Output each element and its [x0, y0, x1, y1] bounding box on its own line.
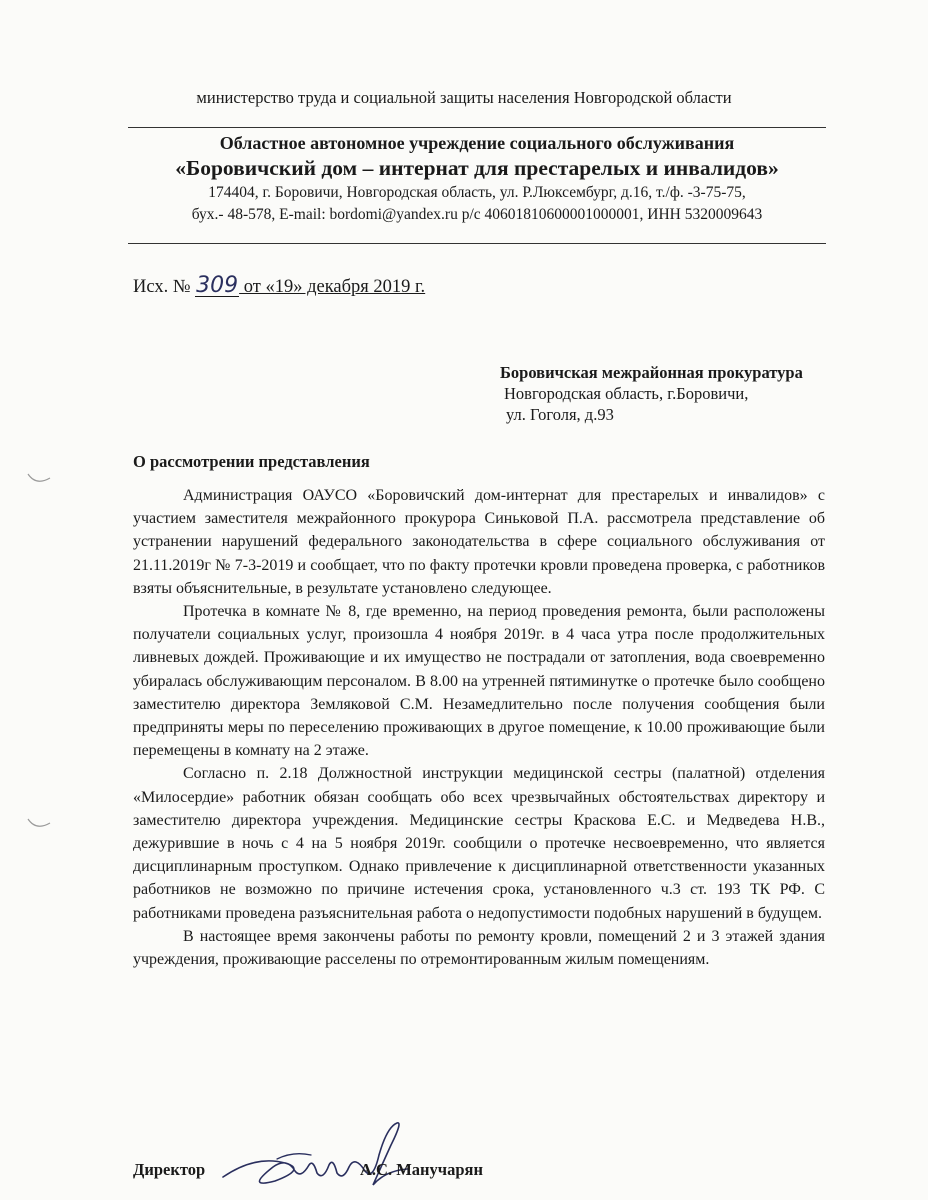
outgoing-date: от «19» декабря 2019 г.	[239, 277, 426, 297]
signatory-name: А.С. Манучарян	[360, 1160, 483, 1179]
organization-address: 174404, г. Боровичи, Новгородская область, ул. Р.Люксембург, д.16, т./ф. -3-75-75,	[208, 184, 746, 201]
outgoing-number-handwritten: 309	[196, 273, 239, 298]
letter-body	[133, 484, 825, 971]
recipient-block	[500, 362, 803, 425]
header-divider	[128, 243, 826, 244]
header-divider	[128, 127, 826, 128]
recipient-address-line: Новгородская область, г.Боровичи,	[504, 384, 749, 403]
handwritten-signature-icon	[215, 1115, 455, 1195]
outgoing-number	[133, 273, 426, 298]
organization-name: «Боровичский дом – интернат для престарелых и инвалидов»	[175, 156, 779, 180]
organization-requisites: бух.- 48-578, E-mail: bordomi@yandex.ru р/с 40601810600001000001, ИНН 5320009643	[191, 206, 763, 223]
recipient-address-line: ул. Гоголя, д.93	[506, 405, 614, 424]
signatory-title: Директор	[133, 1160, 206, 1179]
body-paragraph: Протечка в комнате № 8, где временно, на период проведения ремонта, были расположены получатели социальных услуг, произошла 4 ноября 2019г. в 4 часа утра после продолжительных ливневых дождей. Проживающие и их имущество не пострадали от затопления, вода своевременно убиралась обслуживающим персоналом. В 8.00 на утренней пятиминутке о протечке было сообщено заместителю директора Земляковой С.М. Незамедлительно после получения сообщения были предприняты меры по переселению проживающих в другое помещение, к 10.00 проживающие были перемещены в комнату на 2 этаже.	[133, 603, 825, 760]
recipient-name: Боровичская межрайонная прокуратура	[500, 363, 803, 382]
ministry-name: министерство труда и социальной защиты населения Новгородской области	[196, 88, 732, 107]
organization-type: Областное автономное учреждение социального обслуживания	[219, 133, 735, 153]
body-paragraph: В настоящее время закончены работы по ремонту кровли, помещений 2 и 3 этажей здания учреждения, проживающие расселены по отремонтированным жилым помещениям.	[133, 927, 825, 969]
punch-hole-mark	[26, 815, 52, 833]
body-paragraph: Администрация ОАУСО «Боровичский дом-интернат для престарелых и инвалидов» с участием заместителя межрайонного прокурора Синьковой П.А. рассмотрела представление об устранении нарушений федерального законодательства в сфере социального обслуживания от 21.11.2019г № 7-3-2019 и сообщает, что по факту протечки кровли проведена проверка, с работников взяты объяснительные, в результате установлено следующее.	[133, 487, 825, 597]
punch-hole-mark	[26, 470, 52, 488]
body-paragraph: Согласно п. 2.18 Должностной инструкции медицинской сестры (палатной) отделения «Милосердие» работник обязан сообщать обо всех чрезвычайных обстоятельствах директору и заместителю директора учреждения. Медицинские сестры Краскова Е.С. и Медведева Н.В., дежурившие в ночь с 4 на 5 ноября 2019г. сообщили о протечке несвоевременно, что является дисциплинарным проступком. Однако привлечение к дисциплинарной ответственности указанных работников не возможно по причине истечения срока, установленного ч.3 ст. 193 ТК РФ. С работниками проведена разъяснительная работа о недопустимости подобных нарушений в будущем.	[133, 765, 825, 922]
signature-block	[133, 1157, 633, 1197]
outgoing-prefix: Исх. №	[133, 277, 191, 297]
letter-subject: О рассмотрении представления	[133, 452, 370, 471]
